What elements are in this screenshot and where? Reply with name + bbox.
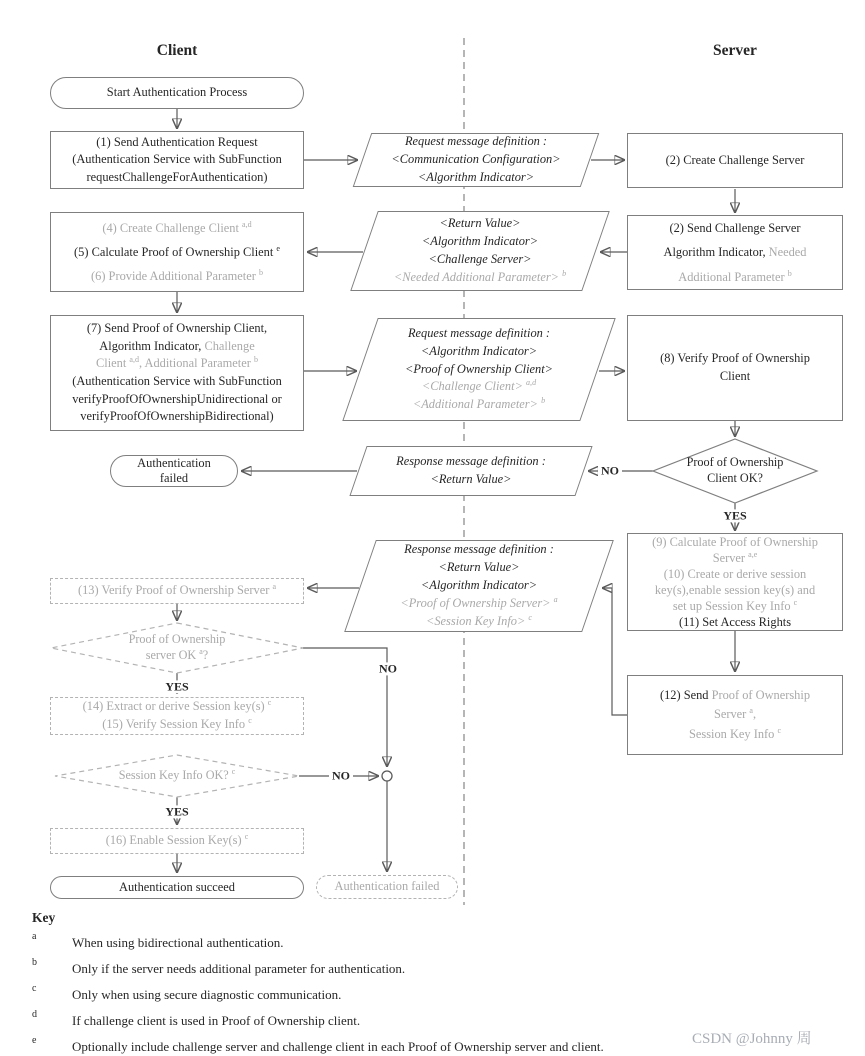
verify-proof-of-ownership-server-box: (13) Verify Proof of Ownership Server $^a$	[50, 578, 304, 604]
request-message-definition-1	[362, 133, 590, 187]
start-authentication-node: Start Authentication Process	[50, 77, 304, 109]
extract-session-keys-box: (14) Extract or derive Session key(s) $^c$ (15) Verify Session Key Info $^c$	[50, 697, 304, 735]
flow-arrow	[303, 648, 387, 766]
key-item-b	[32, 957, 832, 977]
create-challenge-server-box: (2) Create Challenge Server	[627, 133, 843, 188]
authentication-succeed-node: Authentication succeed	[50, 876, 304, 899]
key-item-a	[32, 931, 832, 951]
session-key-info-ok-text: Session Key Info OK? $^c$	[118, 767, 236, 783]
response-message-definition-1	[358, 446, 584, 496]
request-message-definition-2-text: Request message definition : <Algorithm Indicator> <Proof of Ownership Client> <Challenge Client> $^{a,d}$ <Additional Parameter> $^b$	[404, 325, 554, 412]
challenge-response-message	[364, 211, 596, 291]
junction-connector-circle	[382, 771, 392, 781]
key-letter: c	[32, 983, 37, 994]
request-message-definition-1-text: Request message definition : <Communication Configuration> <Algorithm Indicator>	[391, 134, 561, 184]
send-challenge-server-box: (2) Send Challenge Server Algorithm Indicator, Needed Additional Parameter $^b$	[627, 215, 843, 290]
authentication-failed-dashed-node: Authentication failed	[316, 875, 458, 899]
yes-label-session-key: YES	[162, 805, 191, 818]
challenge-response-message-text: <Return Value> <Algorithm Indicator> <Challenge Server> <Needed Additional Parameter> $^b$	[393, 216, 567, 284]
key-letter: d	[32, 1009, 37, 1020]
proof-of-ownership-server-ok-text: Proof of Ownership server OK $^a$?	[128, 632, 226, 662]
client-column-title: Client	[156, 42, 198, 59]
yes-label-server-ok: YES	[162, 680, 191, 693]
no-label-server-ok: NO	[376, 662, 400, 675]
request-message-definition-2	[360, 318, 598, 421]
yes-label-client-ok: YES	[720, 509, 749, 522]
enable-session-keys-box: (16) Enable Session Key(s) $^c$	[50, 828, 304, 854]
create-challenge-client-box: (4) Create Challenge Client $^{a,d}$ (5) Calculate Proof of Ownership Client $^e$ (6) Provide Additional Parameter $^b$	[50, 212, 304, 292]
authentication-failed-node: Authentication failed	[110, 455, 238, 487]
key-letter: a	[32, 931, 37, 942]
send-proof-of-ownership-server-box: (12) Send Proof of Ownership Server $^a$, Session Key Info $^c$	[627, 675, 843, 755]
key-text: Optionally include challenge server and challenge client in each Proof of Ownership server and client.	[72, 1039, 604, 1054]
send-authentication-request-box: (1) Send Authentication Request (Authentication Service with SubFunction requestChallengeForAuthentication)	[50, 131, 304, 189]
key-item-c	[32, 983, 832, 1003]
send-proof-of-ownership-client-box: (7) Send Proof of Ownership Client, Algorithm Indicator, Challenge Client $^{a,d}$, Additional Parameter $^b$ (Authentication Service with SubFunction verifyProofOfOwnershipUnidirectional or verifyProofOfOwnershipBidirectional)	[50, 315, 304, 431]
no-label-session-key: NO	[329, 769, 353, 782]
key-letter: e	[32, 1035, 37, 1046]
key-text: Only if the server needs additional parameter for authentication.	[72, 961, 406, 976]
response-message-definition-2-text: Response message definition : <Return Value> <Algorithm Indicator> <Proof of Ownership Server> $^a$ <Session Key Info> $^c$	[400, 542, 558, 628]
response-message-definition-2	[360, 540, 598, 632]
key-text: If challenge client is used in Proof of Ownership client.	[72, 1013, 361, 1028]
watermark: CSDN @Johnny 周	[692, 1031, 812, 1047]
proof-of-ownership-client-ok-text: Proof of Ownership Client OK?	[686, 455, 784, 485]
flow-arrow	[603, 588, 627, 715]
calculate-proof-of-ownership-server-box: (9) Calculate Proof of Ownership Server $^{a,e}$ (10) Create or derive session key(s),enable session key(s) and set up Session Key Info $^c$ (11) Set Access Rights	[627, 533, 843, 631]
no-label-client-ok: NO	[598, 464, 622, 477]
server-column-title: Server	[713, 42, 757, 59]
key-text: Only when using secure diagnostic communication.	[72, 987, 342, 1002]
key-heading: Key	[32, 910, 56, 925]
verify-proof-of-ownership-client-box: (8) Verify Proof of Ownership Client	[627, 315, 843, 421]
key-letter: b	[32, 957, 37, 968]
response-message-definition-1-text: Response message definition : <Return Value>	[396, 454, 546, 486]
key-text: When using bidirectional authentication.	[72, 935, 284, 950]
